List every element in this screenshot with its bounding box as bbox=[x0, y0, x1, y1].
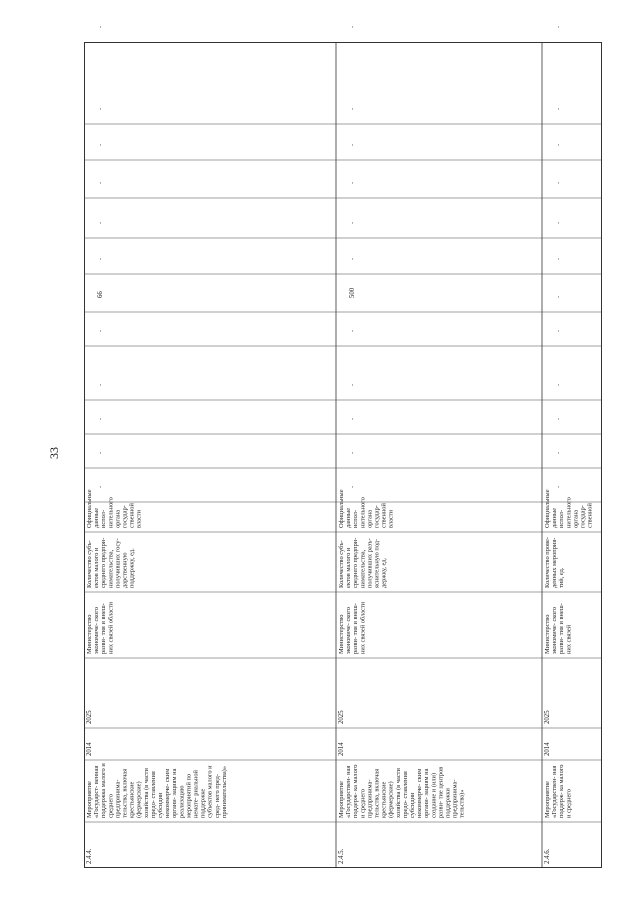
value-cell: - bbox=[349, 417, 356, 420]
source-line: государ- bbox=[121, 505, 129, 528]
executor-line: Министерство bbox=[338, 614, 345, 654]
indicator bbox=[338, 538, 388, 588]
event-name-line: среднего bbox=[107, 794, 115, 818]
event-name-line: поддержке bbox=[199, 788, 207, 818]
value-cell: - bbox=[555, 257, 562, 260]
row-id bbox=[338, 848, 345, 864]
indicator-line: денных мероприя- bbox=[551, 537, 559, 588]
executor bbox=[86, 601, 114, 654]
indicator-line: дарственную bbox=[121, 552, 129, 588]
year-start bbox=[338, 742, 345, 756]
value-cell: - bbox=[97, 329, 104, 332]
source-line: власти bbox=[387, 509, 395, 528]
event-name-line: поддержка малого и bbox=[100, 763, 108, 818]
executor-line: экономиче- ского bbox=[93, 607, 101, 654]
value-cell: - bbox=[555, 485, 562, 488]
value-cell: - bbox=[555, 25, 562, 28]
event-name-line: Мероприятие bbox=[338, 781, 345, 818]
indicator-line: Количество субъ- bbox=[338, 540, 345, 588]
indicator bbox=[86, 538, 136, 588]
source-line: испол- bbox=[100, 509, 108, 528]
source-line: нительного bbox=[107, 497, 115, 528]
year-start-line: 2014 bbox=[86, 742, 93, 756]
event-name-line: сред- него пред- bbox=[213, 773, 221, 818]
indicator-line: получивших госу- bbox=[114, 538, 122, 588]
value-cell: - bbox=[349, 257, 356, 260]
value-cell: - bbox=[97, 451, 104, 454]
indicator-line: среднего предпри- bbox=[352, 537, 360, 588]
value-cell: - bbox=[97, 181, 104, 184]
executor-line: них связей области bbox=[359, 601, 367, 654]
event-name-line: крестьянские bbox=[380, 781, 388, 818]
value-cell: - bbox=[97, 221, 104, 224]
source bbox=[544, 489, 594, 528]
event-name-line: хозяйства (в части bbox=[394, 768, 402, 818]
value-cell: - bbox=[97, 383, 104, 386]
value-cell: 500 bbox=[349, 287, 356, 298]
source bbox=[86, 489, 143, 528]
source-line: нительного bbox=[359, 497, 367, 528]
table bbox=[84, 25, 602, 868]
indicator-line: среднего предпри- bbox=[100, 537, 108, 588]
year-end bbox=[86, 710, 93, 724]
table-grid bbox=[84, 25, 602, 868]
executor-line: разви- тия и внеш- bbox=[558, 603, 566, 654]
indicator-line: ектов малого и bbox=[93, 547, 101, 588]
source-line: ственной bbox=[586, 503, 594, 528]
value-cell: - bbox=[555, 181, 562, 184]
value-cell: - bbox=[97, 485, 104, 488]
year-start-line: 2014 bbox=[544, 742, 551, 756]
value-cell: - bbox=[349, 451, 356, 454]
year-start-line: 2014 bbox=[338, 742, 345, 756]
executor bbox=[338, 601, 366, 654]
event-name-line: хозяйства (в части bbox=[142, 768, 150, 818]
value-cell: - bbox=[97, 143, 104, 146]
event-name-line: «Государствен- ная bbox=[551, 765, 559, 818]
event-name-line: предпринима- bbox=[451, 779, 459, 818]
source-line: данные bbox=[551, 507, 559, 528]
event-name-line: Мероприятие bbox=[86, 781, 93, 818]
event-name-line: мероприятий по bbox=[185, 773, 193, 818]
executor bbox=[544, 603, 572, 654]
source-line: ственной bbox=[380, 503, 388, 528]
event-name-line: (фермерские) bbox=[135, 781, 143, 818]
executor-line: них связей bbox=[565, 624, 573, 654]
indicator-line: получивших разъ- bbox=[366, 538, 374, 588]
value-cell: - bbox=[555, 295, 562, 298]
value-cell: - bbox=[349, 181, 356, 184]
source-line: государ- bbox=[579, 505, 587, 528]
value-cell: - bbox=[97, 25, 104, 28]
event-name-line: тельства)» bbox=[458, 789, 466, 818]
value-cell: - bbox=[349, 329, 356, 332]
source-line: испол- bbox=[558, 509, 566, 528]
value-cell: 66 bbox=[97, 291, 104, 298]
event-name-line: «Государст- венная bbox=[93, 765, 101, 818]
indicator-line: ектов малого и bbox=[345, 547, 353, 588]
event-name-line: предпринима- bbox=[114, 779, 122, 818]
value-cell: - bbox=[349, 25, 356, 28]
event-name-line: немате- риальной bbox=[192, 770, 200, 818]
executor-line: разви- тия и внеш- bbox=[352, 603, 360, 654]
event-name-line: субсидии bbox=[157, 792, 164, 818]
value-cell: - bbox=[349, 485, 356, 488]
source-line: государ- bbox=[373, 505, 381, 528]
row-id-line: 2.4.6. bbox=[544, 848, 551, 864]
event-name-line: субъектов малого и bbox=[206, 765, 214, 818]
source bbox=[338, 489, 395, 528]
source-line: данные bbox=[345, 507, 353, 528]
value-cell: - bbox=[555, 143, 562, 146]
event-name-line: предо- ставления bbox=[401, 771, 409, 818]
value-cell: - bbox=[555, 383, 562, 386]
source-line: органа bbox=[366, 509, 374, 528]
indicator-line: поддержку, ед. bbox=[128, 548, 136, 588]
value-cell: - bbox=[349, 221, 356, 224]
event-name-line: предо- ставления bbox=[149, 771, 157, 818]
event-name-line: тельства, включая bbox=[121, 768, 129, 818]
event-name-line: предпринима- bbox=[366, 779, 374, 818]
indicator bbox=[544, 537, 565, 588]
indicator-line: нимательства, bbox=[107, 549, 115, 588]
indicator-line: нимательства, bbox=[359, 549, 367, 588]
event-name-line: поддержки bbox=[444, 788, 452, 818]
year-end bbox=[544, 710, 551, 724]
event-name-line: и среднего bbox=[565, 789, 573, 818]
source-line: ственной bbox=[128, 503, 136, 528]
year-end bbox=[338, 710, 345, 724]
year-start bbox=[544, 742, 551, 756]
event-name-line: некоммерче- ским bbox=[416, 768, 424, 818]
value-cell: - bbox=[97, 417, 104, 420]
value-cell: - bbox=[555, 451, 562, 454]
event-name-line: крестьянские bbox=[128, 781, 136, 818]
source-line: Официальные bbox=[544, 489, 551, 528]
event-name-line: и среднего bbox=[359, 789, 367, 818]
page-number: 33 bbox=[47, 447, 61, 459]
value-cell: - bbox=[555, 221, 562, 224]
source-line: Официальные bbox=[86, 489, 93, 528]
event-name-line: поддерж- ка малого bbox=[558, 764, 566, 818]
row-id-line: 2.4.4. bbox=[86, 848, 93, 864]
event-name-line: разви- тие центров bbox=[437, 766, 445, 818]
event-name-line: принимательства)» bbox=[220, 765, 228, 818]
row-id-line: 2.4.5. bbox=[338, 848, 345, 864]
value-cell: - bbox=[555, 107, 562, 110]
event-name-line: некоммерче- ским bbox=[164, 768, 172, 818]
indicator-line: держку, ед. bbox=[380, 557, 388, 588]
year-end-line: 2025 bbox=[86, 710, 93, 724]
event-name-line: поддерж- ка малого bbox=[352, 764, 360, 818]
source-line: испол- bbox=[352, 509, 360, 528]
event-name-line: органи- зациям на bbox=[423, 768, 431, 818]
source-line: Официальные bbox=[338, 489, 345, 528]
executor-line: Министерство bbox=[544, 614, 551, 654]
source-line: органа bbox=[572, 509, 580, 528]
indicator-line: яснительную под- bbox=[373, 538, 381, 588]
event-name-line: создание и (или) bbox=[430, 772, 438, 818]
indicator-line: тий, ед. bbox=[558, 567, 566, 588]
indicator-line: Количество прове- bbox=[544, 536, 551, 588]
source-line: нительного bbox=[565, 497, 573, 528]
source-line: данные bbox=[93, 507, 101, 528]
value-cell: - bbox=[555, 329, 562, 332]
event-name-line: «Государствен- ная bbox=[345, 765, 353, 818]
year-end-line: 2025 bbox=[544, 710, 551, 724]
executor-line: экономиче- ского bbox=[551, 607, 559, 654]
value-cell: - bbox=[349, 107, 356, 110]
value-cell: - bbox=[97, 257, 104, 260]
event-name-line: субсидии bbox=[409, 792, 416, 818]
indicator-line: Количество субъ- bbox=[86, 540, 93, 588]
year-start bbox=[86, 742, 93, 756]
value-cell: - bbox=[349, 383, 356, 386]
value-cell: - bbox=[555, 417, 562, 420]
source-line: органа bbox=[114, 509, 122, 528]
executor-line: разви- тия и внеш- bbox=[100, 603, 108, 654]
event-name-line: тельства, включая bbox=[373, 768, 381, 818]
executor-line: экономиче- ского bbox=[345, 607, 353, 654]
event-name-line: (фермерские) bbox=[387, 781, 395, 818]
year-end-line: 2025 bbox=[338, 710, 345, 724]
event-name-line: реализацию bbox=[178, 785, 186, 818]
event-name bbox=[544, 765, 572, 818]
event-name-line: органи- зациям на bbox=[171, 768, 179, 818]
value-cell: - bbox=[349, 143, 356, 146]
event-name-line: Мероприятие bbox=[544, 781, 551, 818]
value-cell: - bbox=[97, 107, 104, 110]
row-id bbox=[86, 848, 93, 864]
event-name bbox=[338, 765, 466, 818]
executor-line: Министерство bbox=[86, 614, 93, 654]
executor-line: них связей области bbox=[107, 601, 115, 654]
row-id bbox=[544, 848, 551, 864]
source-line: власти bbox=[135, 509, 143, 528]
event-name bbox=[86, 763, 228, 818]
